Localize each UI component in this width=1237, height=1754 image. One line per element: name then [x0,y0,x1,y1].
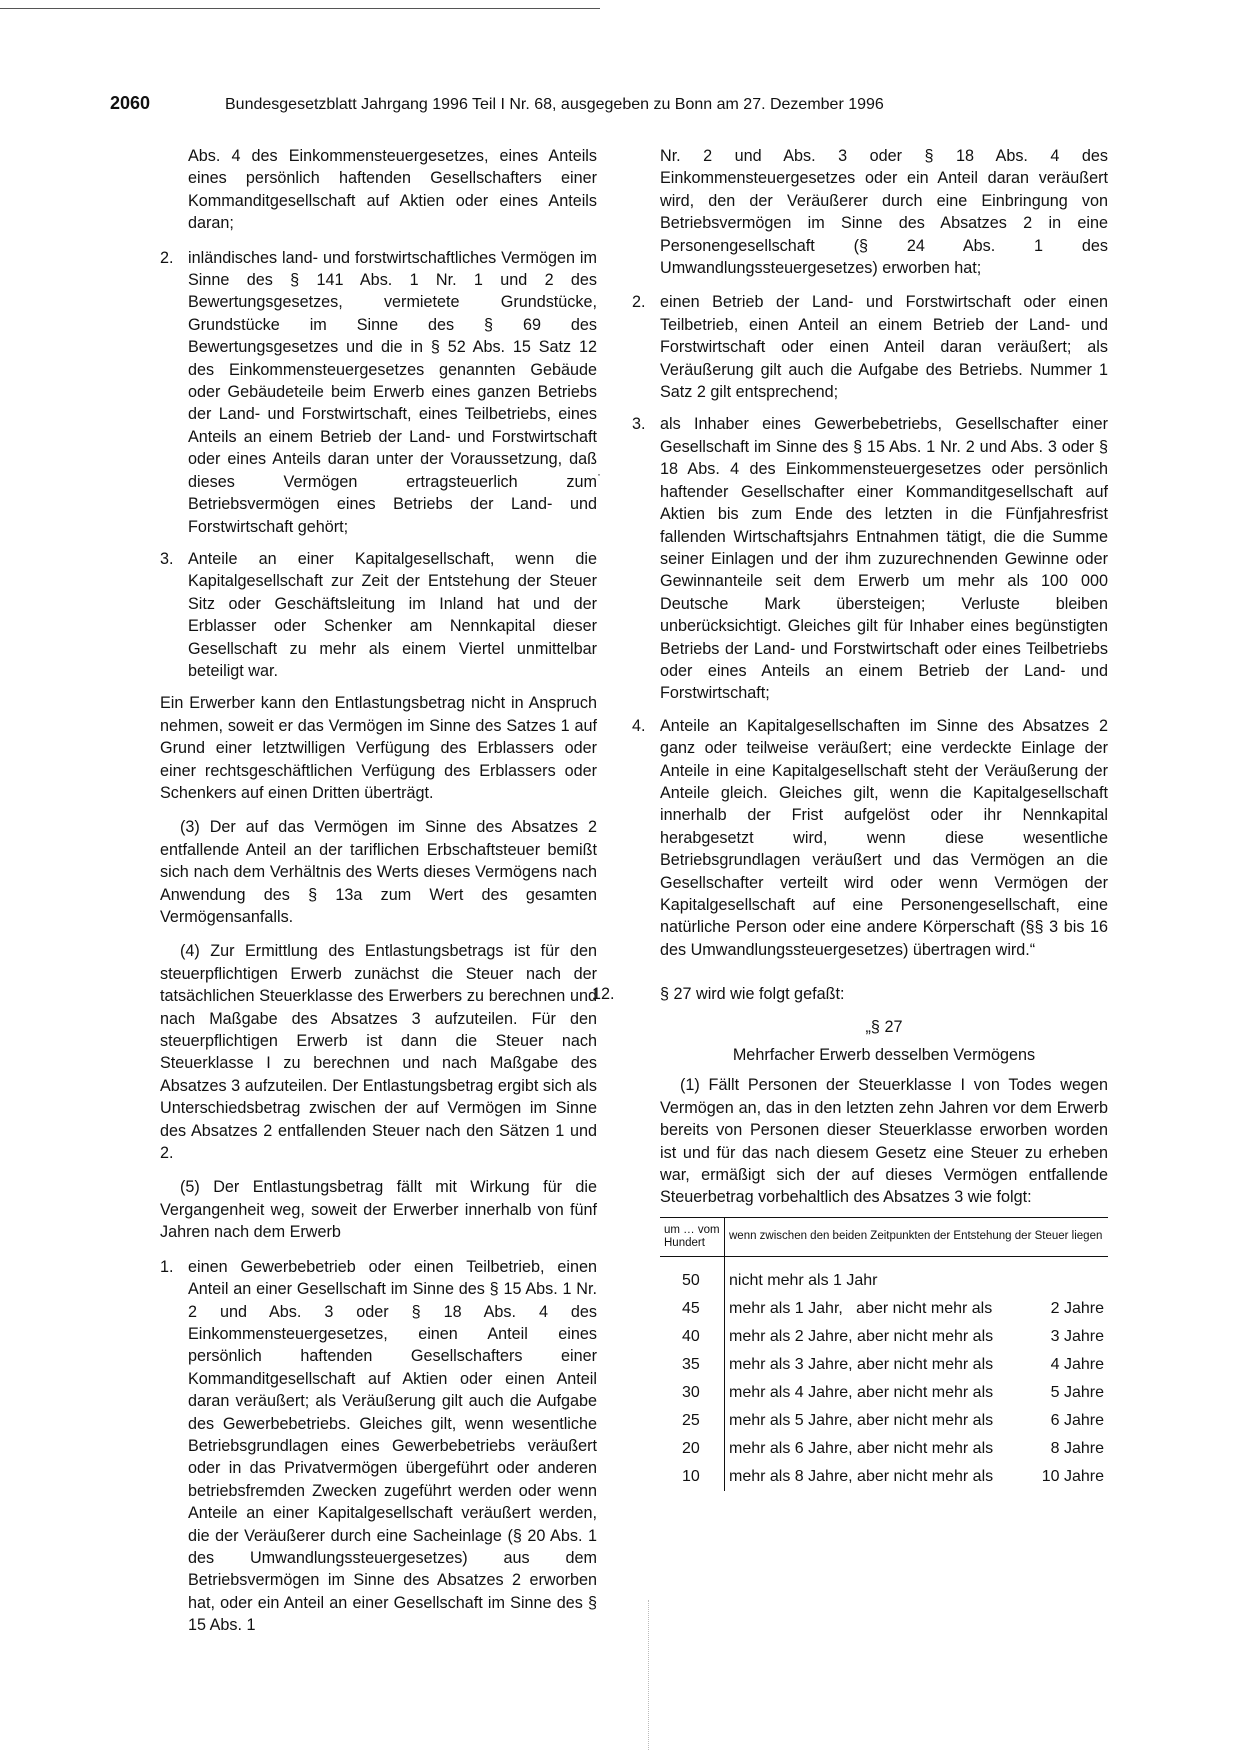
list-item-number: 4. [632,716,646,735]
rate-percent: 35 [660,1351,725,1379]
rate-years: 10 Jahre [1041,1467,1104,1485]
rate-years [1029,1256,1108,1295]
continued-paragraph: Abs. 4 des Einkommensteuergesetzes, eines Anteils eines persönlich haftenden Gesellschafters einer Kommanditgesellschaft auf Aktien oder eines Anteils daran; [188,147,597,233]
amendment-item [592,983,1108,1005]
header-interval: wenn zwischen den beiden Zeitpunkten der Entstehung der Steuer liegen [729,1230,1103,1243]
table-row [660,1323,1108,1351]
rate-years: 3 Jahre [1050,1327,1104,1345]
rate-years: 2 Jahre [1050,1299,1104,1317]
rate-years: 8 Jahre [1050,1439,1104,1457]
rate-interval: mehr als 6 Jahre, aber nicht mehr als [729,1439,994,1457]
rate-interval: nicht mehr als 1 Jahr [729,1271,878,1289]
paragraph-4: (4) Zur Ermittlung des Entlastungsbetrags ist für den steuerpflichtigen Erwerb zunächst die Steuer nach der tatsächlichen Steuerklasse des Erwerbers zu berechnen und nach Maßgabe des Absatzes 3 aufzuteilen. Für den steuerpflichtigen Erwerb ist dann die Steuer nach Steuerklasse I zu berechnen und nach Maßgabe des Absatzes 3 aufzuteilen. Der Entlastungsbetrag ergibt sich als Unterschiedsbetrag zwischen der auf Vermögen im Sinne des Absatzes 2 entfallenden Steuer nach den Sätzen 1 und 2. [160,942,597,1163]
list-item [632,291,1108,403]
stray-dot: · [597,467,601,481]
rate-percent: 25 [660,1407,725,1435]
rate-percent: 20 [660,1435,725,1463]
list-item-number: 2. [160,248,174,267]
section-label: „§ 27 [865,1017,903,1036]
list-item-number: 2. [632,293,646,312]
rate-interval: mehr als 5 Jahre, aber nicht mehr als [729,1411,994,1429]
rate-table [660,1217,1108,1491]
section-title: Mehrfacher Erwerb desselben Vermögens [732,1046,1036,1065]
table-row [660,1463,1108,1491]
table-row [660,1379,1108,1407]
rate-percent: 10 [660,1463,725,1491]
top-rule [0,8,600,9]
rate-years: 6 Jahre [1050,1411,1104,1429]
running-title: Bundesgesetzblatt Jahrgang 1996 Teil I Nr. 68, ausgegeben zu Bonn am 27. Dezember 1996 [225,96,884,113]
table-row [660,1256,1108,1295]
rate-years: 5 Jahre [1050,1383,1104,1401]
list-item-text: Anteile an einer Kapitalgesellschaft, wenn die Kapitalgesellschaft zur Zeit der Entstehung der Steuer Sitz oder Geschäftsleitung im Inland hat und der Erblasser oder Schenker am Nennkapital dieser Gesellschaft zu mehr als einem Viertel unmittelbar beteiligt war. [188,549,597,680]
continued-paragraph: Nr. 2 und Abs. 3 oder § 18 Abs. 4 des Einkommensteuergesetzes oder ein Anteil daran veräußert wird, den der Veräußerer durch eine Einbringung von Betriebsvermögen im Sinne des Absatzes 2 in eine Personengesellschaft (§ 24 Abs. 1 des Umwandlungssteuergesetzes) erworben hat; [660,147,1108,278]
list-item [632,413,1108,704]
right-column [592,145,1108,1491]
list-item-text: einen Betrieb der Land- und Forstwirtschaft oder einen Teilbetrieb, einen Anteil an einem Betrieb der Land- und Forstwirtschaft oder einen Anteil daran veräußert; als Veräußerung gilt auch die Aufgabe des Betriebs. Nummer 1 Satz 2 gilt entsprechend; [660,293,1108,402]
list-item [160,548,597,682]
rate-years: 4 Jahre [1050,1355,1104,1373]
rate-percent: 45 [660,1295,725,1323]
left-column [160,145,597,1647]
rate-interval: mehr als 2 Jahre, aber nicht mehr als [729,1327,994,1345]
rate-percent: 30 [660,1379,725,1407]
rate-interval: mehr als 1 Jahr, aber nicht mehr als [729,1299,993,1317]
list-item-text: als Inhaber eines Gewerbebetriebs, Gesellschafter einer Gesellschaft im Sinne des § 15 Abs. 1 Nr. 2 und Abs. 3 oder § 18 Abs. 4 des Einkommensteuergesetzes oder persönlich haftender Gesellschafter einer Kommanditgesellschaft auf Aktien bis zum Ende des letzten in die Fünfjahresfrist fallenden Wirtschaftsjahrs Entnahmen tätigt, die die Summe seiner Einlagen und der ihm zuzurechnenden Gewinne oder Gewinnanteile seit dem Erwerb um mehr als 100 000 Deutsche Mark übersteigen; Verluste bleiben unberücksichtigt. Gleiches gilt für Inhaber eines begünstigten Betriebs der Land- und Forstwirtschaft oder eines Teilbetriebs oder eines Anteils an einem Betrieb der Land- und Forstwirtschaft; [660,415,1108,703]
section-paragraph-1: (1) Fällt Personen der Steuerklasse I von Todes wegen Vermögen an, das in den letzten zehn Jahren vor dem Erwerb bereits von Personen dieser Steuerklasse erworben worden ist und für das nach diesem Gesetz eine Steuer zu erheben war, ermäßigt sich der auf dieses Vermögen entfallende Steuerbetrag vorbehaltlich des Absatzes 3 wie folgt: [660,1076,1108,1207]
paragraph-5: (5) Der Entlastungsbetrag fällt mit Wirkung für die Vergangenheit weg, soweit der Erwerber innerhalb von fünf Jahren nach dem Erwerb [160,1178,597,1242]
paragraph-3: (3) Der auf das Vermögen im Sinne des Absatzes 2 entfallende Anteil an der tariflichen Erbschaftsteuer bemißt sich nach dem Verhältnis des Werts dieses Vermögens nach Anwendung des § 13a zum Wert des gesamten Vermögensanfalls. [160,818,597,926]
rate-interval: mehr als 3 Jahre, aber nicht mehr als [729,1355,994,1373]
list-item-number: 1. [160,1257,174,1276]
rate-interval: mehr als 8 Jahre, aber nicht mehr als [729,1467,994,1485]
list-item-text: inländisches land- und forstwirtschaftliches Vermögen im Sinne des § 141 Abs. 1 Nr. 1 und 2 des Bewertungsgesetzes, vermietete Grundstücke, Grundstücke im Sinne des § 69 des Bewertungsgesetzes und die in § 52 Abs. 15 Satz 12 des Einkommensteuergesetzes genannten Gebäude oder Gebäudeteile beim Erwerb eines ganzen Betriebs der Land- und Forstwirtschaft, eines Teilbetriebs, eines Anteils an einem Betrieb der Land- und Forstwirtschaft oder eines Anteils daran unter der Voraussetzung, daß dieses Vermögen ertragsteuerlich zum Betriebsvermögen eines Betriebs der Land- und Forstwirtschaft gehört; [188,248,597,536]
scan-artifact-line [648,1600,649,1750]
list-item [632,715,1108,961]
list-item-text: Anteile an Kapitalgesellschaften im Sinne des Absatzes 2 ganz oder teilweise veräußert; eine verdeckte Einlage der Anteile in eine Kapitalgesellschaft steht der Veräußerung der Anteile gleich. Gleiches gilt, wenn die Kapitalgesellschaft innerhalb der Frist aufgelöst oder ihr Nennkapital herabgesetzt wird, wenn diese wesentliche Betriebsgrundlagen veräußert und das Vermögen an die Gesellschafter verteilt wird oder wenn Vermögen der Kapitalgesellschaft auf eine Personengesellschaft, eine natürliche Person oder eine andere Körperschaft (§§ 3 bis 16 des Umwandlungssteuergesetzes) übertragen wird.“ [660,716,1108,959]
table-row [660,1295,1108,1323]
page-header [110,93,1110,114]
paragraph-erwerber: Ein Erwerber kann den Entlastungsbetrag nicht in Anspruch nehmen, soweit er das Vermögen im Sinne des Satzes 1 auf Grund einer letztwilligen Verfügung des Erblassers oder einer rechtsgeschäftlichen Verfügung des Erblassers oder Schenkers auf einen Dritten überträgt. [160,694,597,802]
list-item-number: 3. [160,549,174,568]
list-item-text: einen Gewerbebetrieb oder einen Teilbetrieb, einen Anteil an einer Gesellschaft im Sinne des § 15 Abs. 1 Nr. 2 und Abs. 3 oder § 18 Abs. 4 des Einkommensteuergesetzes, einen Anteil eines persönlich haftenden Gesellschafters einer Kommanditgesellschaft auf Aktien oder einen Anteil daran veräußert; als Veräußerung gilt auch die Aufgabe des Gewerbebetriebs. Gleiches gilt, wenn wesentliche Betriebsgrundlagen eines Gewerbebetriebs veräußert oder in das Privatvermögen übergeführt oder anderen betriebsfremden Zwecken zugeführt werden oder wenn Anteile an einer Kapitalgesellschaft veräußert werden, die der Veräußerer durch eine Sacheinlage (§ 20 Abs. 1 des Umwandlungssteuergesetzes) aus dem Betriebsvermögen im Sinne des Absatzes 2 erworben hat, oder ein Anteil an einer Gesellschaft im Sinne des § 15 Abs. 1 [188,1257,597,1635]
list-item [160,247,597,538]
rate-percent: 50 [660,1256,725,1295]
header-percent: um … vom Hundert [660,1217,725,1256]
table-row [660,1407,1108,1435]
page-number: 2060 [110,93,151,113]
table-row [660,1351,1108,1379]
amendment-number: 12. [592,985,615,1004]
table-header-row [660,1217,1108,1256]
amendment-text: § 27 wird wie folgt gefaßt: [660,985,845,1004]
list-item [160,1256,597,1637]
rate-interval: mehr als 4 Jahre, aber nicht mehr als [729,1383,994,1401]
table-row [660,1435,1108,1463]
list-item-number: 3. [632,415,646,434]
rate-percent: 40 [660,1323,725,1351]
